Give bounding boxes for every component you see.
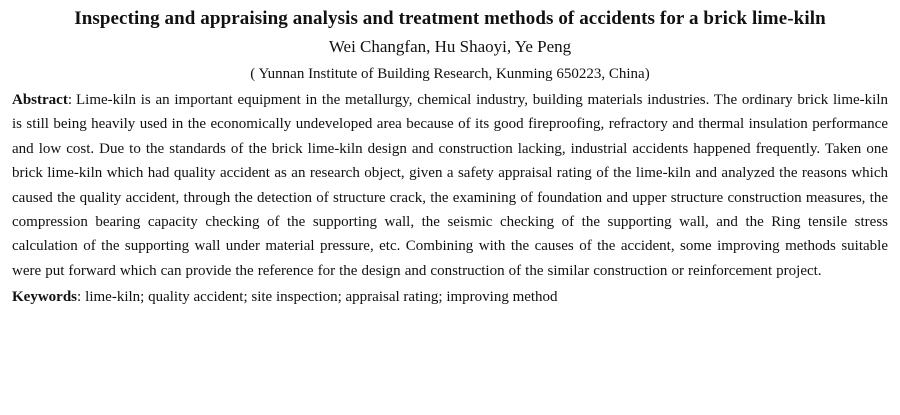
paper-title: Inspecting and appraising analysis and treatment methods of accidents for a brick lime-kiln [74, 8, 826, 29]
keywords-separator: : [77, 289, 82, 306]
keywords-paragraph [12, 285, 888, 309]
affiliation: ( Yunnan Institute of Building Research, Kunming 650223, China) [250, 66, 650, 82]
keywords-label: Keywords [12, 289, 77, 306]
author-list: Wei Changfan, Hu Shaoyi, Ye Peng [328, 37, 572, 56]
abstract-text: Lime-kiln is an important equipment in the metallurgy, chemical industry, building materials industries. The ordinary brick lime-kiln is still being heavily used in the economically undeveloped area because of its good fireproofing, refractory and thermal insulation performance and low cost. Due to the standards of the brick lime-kiln design and construction lacking, industrial accidents happened frequently. Taken one brick lime-kiln which had quality accident as an research object, given a safety appraisal rating of the lime-kiln and analyzed the reasons which caused the quality accident, through the detection of structure crack, the examining of foundation and upper structure construction measures, the compression bearing capacity checking of the supporting wall, the seismic checking of the supporting wall, and the Ring tensile stress calculation of the supporting wall under material pressure, etc. Combining with the causes of the accident, some improving methods suitable were put forward which can provide the reference for the design and construction of the similar construction or reinforcement project. [12, 92, 888, 279]
keywords-text: lime-kiln; quality accident; site inspection; appraisal rating; improving method [85, 289, 558, 306]
abstract-paragraph [12, 88, 888, 283]
abstract-label: Abstract [12, 92, 68, 108]
abstract-separator: : [67, 92, 72, 108]
